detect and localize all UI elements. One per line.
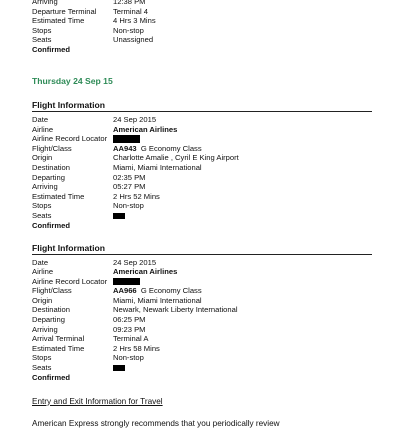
row-label: Flight/Class xyxy=(32,286,72,296)
row-label: Seats xyxy=(32,35,52,45)
detail-row xyxy=(0,35,400,45)
row-label: Departing xyxy=(32,315,65,325)
status-confirmed: Confirmed xyxy=(32,372,70,382)
row-label: Arrival Terminal xyxy=(32,334,85,344)
detail-row xyxy=(0,134,400,144)
flight-date: 24 Sep 2015 xyxy=(113,257,157,267)
detail-row xyxy=(0,26,400,36)
seats xyxy=(113,211,125,221)
destination: Newark, Newark Liberty International xyxy=(113,305,238,315)
redacted-locator xyxy=(113,135,140,143)
section-title: Flight Information xyxy=(32,100,372,112)
footer-text: American Express strongly recommends that you periodically review xyxy=(32,418,280,428)
detail-row xyxy=(0,363,400,373)
row-label: Airline Record Locator xyxy=(32,134,108,144)
arriving-time: 05:27 PM xyxy=(113,182,146,192)
estimated-time: 2 Hrs 52 Mins xyxy=(113,191,160,201)
row-label: Seats xyxy=(32,210,52,220)
detail-row xyxy=(0,192,400,202)
seats xyxy=(113,363,125,373)
flight-number: AA966 xyxy=(113,286,137,296)
row-label: Stops xyxy=(32,201,52,211)
flight-block-1 xyxy=(0,100,400,231)
detail-row xyxy=(0,344,400,354)
flight-class xyxy=(113,286,202,296)
detail-row xyxy=(0,325,400,335)
detail-row xyxy=(0,315,400,325)
flight-block-2 xyxy=(0,243,400,383)
estimated-time: 2 Hrs 58 Mins xyxy=(113,343,160,353)
row-label: Airline xyxy=(32,267,54,277)
row-label: Flight/Class xyxy=(32,143,72,153)
row-value: 12:38 PM xyxy=(113,0,146,6)
row-label: Arriving xyxy=(32,324,58,334)
cabin-class: G Economy Class xyxy=(140,286,202,296)
airline-name: American Airlines xyxy=(113,124,178,134)
row-label: Origin xyxy=(32,153,53,163)
detail-row xyxy=(0,353,400,363)
status-confirmed: Confirmed xyxy=(32,44,70,54)
row-label: Destination xyxy=(32,162,70,172)
row-label: Arriving xyxy=(32,182,58,192)
arrival-terminal: Terminal A xyxy=(113,334,149,344)
destination: Miami, Miami International xyxy=(113,162,202,172)
row-label: Arriving xyxy=(32,0,58,6)
row-label: Seats xyxy=(32,363,52,373)
row-value: Non-stop xyxy=(113,25,144,35)
flight-number: AA943 xyxy=(113,143,137,153)
detail-row xyxy=(0,182,400,192)
detail-row xyxy=(0,144,400,154)
row-label: Departure Terminal xyxy=(32,6,97,16)
row-label: Airline xyxy=(32,124,54,134)
redacted-locator xyxy=(113,278,140,286)
departing-time: 06:25 PM xyxy=(113,315,146,325)
redacted-seat xyxy=(113,365,125,371)
row-label: Date xyxy=(32,257,49,267)
cabin-class: G Economy Class xyxy=(140,143,202,153)
row-value: 4 Hrs 3 Mins xyxy=(113,16,156,26)
detail-row xyxy=(0,163,400,173)
row-value: Unassigned xyxy=(113,35,154,45)
detail-row xyxy=(0,334,400,344)
stops: Non-stop xyxy=(113,353,144,363)
detail-row xyxy=(0,125,400,135)
arriving-time: 09:23 PM xyxy=(113,324,146,334)
row-label: Stops xyxy=(32,25,52,35)
previous-segment xyxy=(0,0,400,55)
detail-row xyxy=(0,153,400,163)
row-label: Stops xyxy=(32,353,52,363)
record-locator xyxy=(113,134,140,144)
detail-row xyxy=(0,277,400,287)
row-label: Estimated Time xyxy=(32,343,85,353)
row-label: Estimated Time xyxy=(32,191,85,201)
status-confirmed: Confirmed xyxy=(32,220,70,230)
detail-row xyxy=(0,7,400,17)
detail-row xyxy=(0,286,400,296)
record-locator xyxy=(113,277,140,287)
detail-row xyxy=(0,258,400,268)
flight-class xyxy=(113,144,202,154)
detail-row xyxy=(0,16,400,26)
redacted-seat xyxy=(113,213,125,219)
row-value: Terminal 4 xyxy=(113,6,149,16)
section-title: Flight Information xyxy=(32,243,372,255)
row-label: Estimated Time xyxy=(32,16,85,26)
airline-name: American Airlines xyxy=(113,267,178,277)
row-label: Departing xyxy=(32,172,65,182)
stops: Non-stop xyxy=(113,201,144,211)
row-label: Airline Record Locator xyxy=(32,276,108,286)
entry-exit-info-link[interactable]: Entry and Exit Information for Travel xyxy=(32,396,163,406)
detail-row xyxy=(0,296,400,306)
detail-row xyxy=(0,267,400,277)
detail-row xyxy=(0,201,400,211)
departing-time: 02:35 PM xyxy=(113,172,146,182)
detail-row xyxy=(0,0,400,7)
detail-row xyxy=(0,173,400,183)
row-label: Destination xyxy=(32,305,70,315)
origin: Charlotte Amalie , Cyril E King Airport xyxy=(113,153,239,163)
origin: Miami, Miami International xyxy=(113,295,202,305)
detail-row xyxy=(0,115,400,125)
detail-row xyxy=(0,305,400,315)
day-heading: Thursday 24 Sep 15 xyxy=(32,75,113,86)
detail-row xyxy=(0,211,400,221)
row-label: Origin xyxy=(32,295,53,305)
flight-date: 24 Sep 2015 xyxy=(113,114,157,124)
row-label: Date xyxy=(32,114,49,124)
